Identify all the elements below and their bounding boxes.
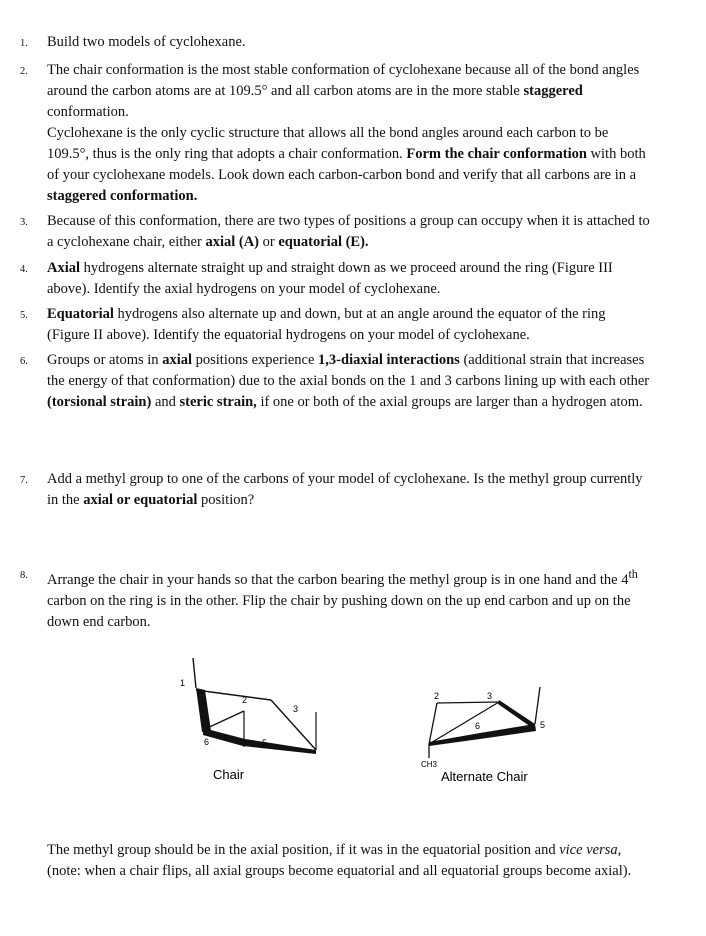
alt-ring-right-wedge <box>480 724 536 739</box>
chair-atom-label: 5 <box>262 738 268 748</box>
text-run: hydrogens alternate straight up and straight down as we proceed around the ring (Figure III above). Identify the axial hydrogens on your model of cyclohexane. <box>47 260 613 297</box>
chair-atom-label: 2 <box>242 695 248 705</box>
bold-text: Axial <box>47 260 81 276</box>
chair-ring-bond <box>196 690 271 700</box>
text-run: and <box>151 394 180 410</box>
alt-atom-label: 6 <box>475 721 481 731</box>
chair-axial-bond <box>193 658 196 688</box>
text-run: The methyl group should be in the axial position, if it was in the equatorial position and <box>47 842 560 858</box>
item-number: 2. <box>20 66 28 77</box>
bold-text: staggered conformation. <box>47 188 198 204</box>
text-run: Cyclohexane is the only cyclic structure that allows all the bond angles around each carbon to be 109.5°, thus is the only ring that adopts a chair conformation. <box>47 125 609 162</box>
text-run: The chair conformation is the most stable conformation of cyclohexane because all of the bond angles around the carbon atoms are at 109.5° and all carbon atoms are in the more stable <box>47 62 640 99</box>
alt-ring-bond <box>437 702 499 703</box>
text-run: hydrogens also alternate up and down, but at an angle around the equator of the ring (Figure II above). Identify the equatorial hydrogens on your model of cyclohexane. <box>47 306 606 343</box>
italic-text: vice versa, <box>559 842 622 858</box>
item-number: 7. <box>20 475 28 486</box>
methyl-label: CH3 <box>421 760 438 769</box>
item-number: 6. <box>20 356 28 367</box>
alternate-chair-diagram <box>421 687 545 784</box>
text-run: Add a methyl group to one of the carbons of your model of cyclohexane. Is the methyl group currently in the <box>47 471 643 508</box>
text-run: (additional strain that increases the energy of that conformation) due to the axial bonds on the 1 and 3 carbons lining up with each other <box>47 352 650 389</box>
closing-paragraph <box>47 840 647 882</box>
bold-text: Form the chair conformation <box>406 146 587 162</box>
bold-text: axial (A) <box>205 234 259 250</box>
chair-caption: Chair <box>213 767 245 782</box>
alt-atom-label: 3 <box>487 691 493 701</box>
text-run: with both of your cyclohexane models. Look down each carbon-carbon bond and verify that all carbons are in a <box>47 146 646 183</box>
bold-text: Equatorial <box>47 306 114 322</box>
bold-text: axial or equatorial <box>83 492 198 508</box>
text-run: conformation. <box>47 104 129 120</box>
bold-text: staggered <box>523 83 583 99</box>
text-run: if one or both of the axial groups are larger than a hydrogen atom. <box>256 394 643 410</box>
text-run: Because of this conformation, there are two types of positions a group can occupy when it is attached to a cyclohexane chair, either <box>47 213 650 250</box>
bold-text: (torsional strain) <box>47 394 152 410</box>
alt-ring-upper-wedge <box>498 700 535 727</box>
alt-atom-label: 2 <box>434 691 440 701</box>
text-run: Arrange the chair in your hands so that the carbon bearing the methyl group is in one hand and the 4 <box>47 571 629 588</box>
alternate-chair-caption: Alternate Chair <box>441 769 528 784</box>
item-number: 4. <box>20 264 28 275</box>
alt-axial-bond <box>535 687 540 724</box>
text-run: or <box>259 234 279 250</box>
alt-ring-bond <box>429 703 437 744</box>
bold-text: steric strain, <box>179 394 257 410</box>
chair-ring-left-wedge <box>196 688 211 732</box>
item-number: 3. <box>20 217 28 228</box>
chair-atom-label: 3 <box>293 704 299 714</box>
bold-text: equatorial (E). <box>278 234 369 250</box>
chair-atom-label: 6 <box>204 737 210 747</box>
text-run: Build two models of cyclohexane. <box>47 34 246 50</box>
item-number: 1. <box>20 38 28 49</box>
item-number: 5. <box>20 310 28 321</box>
item-number: 8. <box>20 570 28 581</box>
chair-atom-label: 1 <box>180 678 186 688</box>
superscript: th <box>628 567 638 581</box>
alt-atom-label: 5 <box>540 720 546 730</box>
text-run: position? <box>197 492 255 508</box>
bold-text: 1,3-diaxial interactions <box>318 352 460 368</box>
text-run: carbon on the ring is in the other. Flip the chair by pushing down on the up end carbon and up on the down end carbon. <box>47 592 631 630</box>
text-run: positions experience <box>192 352 319 368</box>
text-run: (note: when a chair flips, all axial groups become equatorial and all equatorial groups become axial). <box>47 863 632 879</box>
chair-diagram <box>180 658 316 782</box>
bold-text: axial <box>162 352 192 368</box>
text-run: Groups or atoms in <box>47 352 163 368</box>
